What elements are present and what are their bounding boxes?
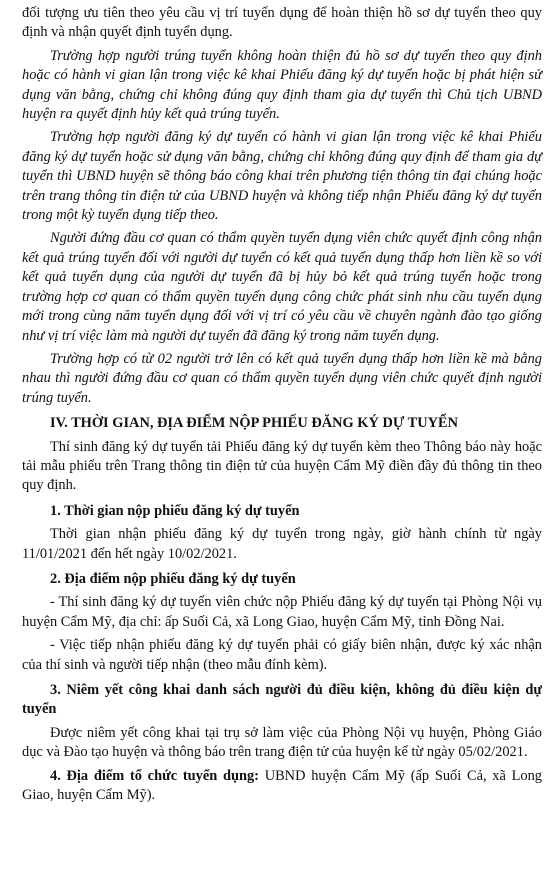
paragraph-fraud-notice: Trường hợp người đăng ký dự tuyển có hành vi gian lận trong việc kê khai Phiếu đăng ký dự tuyển hoặc sử dụng văn bằng, chứng chỉ không đúng quy định để tham gia dự tuyển thì UBND huyện sẽ thông báo công khai trên phương tiện thông tin đại chúng hoặc trên trang thông tin điện tử của UBND huyện và không tiếp nhận Phiếu đăng ký dự tuyển trong một kỳ tuyển dụng tiếp theo. [22, 129, 542, 224]
paragraph-submission-place: - Thí sinh đăng ký dự tuyển viên chức nộp Phiếu đăng ký dự tuyển tại Phòng Nội vụ huyện Cẩm Mỹ, địa chỉ: ấp Suối Cả, xã Long Giao, huyện Cẩm Mỹ, tỉnh Đồng Nai. [22, 594, 542, 630]
subheading-submission-time: 1. Thời gian nộp phiếu đăng ký dự tuyển [50, 502, 300, 519]
paragraph-receipt: - Việc tiếp nhận phiếu đăng ký dự tuyển phải có giấy biên nhận, được ký xác nhận của thí sinh và người tiếp nhận (theo mẫu đính kèm). [22, 637, 542, 673]
recruitment-venue-text: UBND huyện Cẩm Mỹ (ấp Suối Cả, xã Long Giao, huyện Cẩm Mỹ). [22, 767, 542, 804]
paragraph-next-candidate: Người đứng đầu cơ quan có thẩm quyền tuyển dụng viên chức quyết định công nhận kết quả trúng tuyển đối với người dự tuyển có kết quả tuyển dụng thấp hơn liền kề so với kết quả tuyển dụng của người dự tuyển đã bị hủy bỏ kết quả trúng tuyển hoặc trong trường hợp cơ quan có thẩm quyền tuyển dụng công chức phát sinh nhu cầu tuyển dụng mới trong cùng năm tuyển dụng đối với vị trí có yêu cầu về chuyên ngành đào tạo giống như vị trí việc làm mà người dự tuyển đã đăng ký trong năm tuyển dụng. [22, 230, 542, 344]
paragraph-public-listing: Được niêm yết công khai tại trụ sở làm việc của Phòng Nội vụ huyện, Phòng Giáo dục và Đào tạo huyện và thông báo trên trang điện tử của huyện kể từ ngày 05/02/2021. [22, 724, 542, 761]
paragraph-submission-time: Thời gian nhận phiếu đăng ký dự tuyển trong ngày, giờ hành chính từ ngày 11/01/2021 đến hết ngày 10/02/2021. [22, 526, 542, 562]
paragraph-recruitment-venue [22, 767, 542, 806]
subheading-submission-place: 2. Địa điểm nộp phiếu đăng ký dự tuyển [50, 570, 296, 587]
paragraph-cancel-result: Trường hợp người trúng tuyển không hoàn thiện đủ hồ sơ dự tuyển theo quy định hoặc có hành vi gian lận trong việc kê khai Phiếu đăng ký dự tuyển hoặc bị phát hiện sử dụng văn bằng, chứng chỉ không đúng quy định tham gia dự tuyển thì Chủ tịch UBND huyện ra quyết định hủy kết quả trúng tuyển. [22, 47, 542, 123]
section-heading-iv: IV. THỜI GIAN, ĐỊA ĐIỂM NỘP PHIẾU ĐĂNG KÝ DỰ TUYỂN [50, 415, 459, 432]
subheading-recruitment-venue: 4. Địa điểm tổ chức tuyển dụng: [50, 767, 259, 784]
subheading-public-listing: 3. Niêm yết công khai danh sách người đủ điều kiện, không đủ điều kiện dự tuyển [22, 682, 542, 718]
paragraph-tie-rule: Trường hợp có từ 02 người trở lên có kết quả tuyển dụng thấp hơn liền kề mà bằng nhau thì người đứng đầu cơ quan có thẩm quyền tuyển dụng viên chức quyết định người trúng tuyển. [22, 350, 542, 406]
paragraph-continuation: đối tượng ưu tiên theo yêu cầu vị trí tuyển dụng để hoàn thiện hồ sơ dự tuyển theo quy định và nhận quyết định tuyển dụng. [22, 5, 542, 41]
paragraph-registration-form: Thí sinh đăng ký dự tuyển tải Phiếu đăng ký dự tuyển kèm theo Thông báo này hoặc tải mẫu phiếu trên Trang thông tin điện tử của huyện Cẩm Mỹ điền đầy đủ thông tin theo quy định. [22, 438, 542, 494]
